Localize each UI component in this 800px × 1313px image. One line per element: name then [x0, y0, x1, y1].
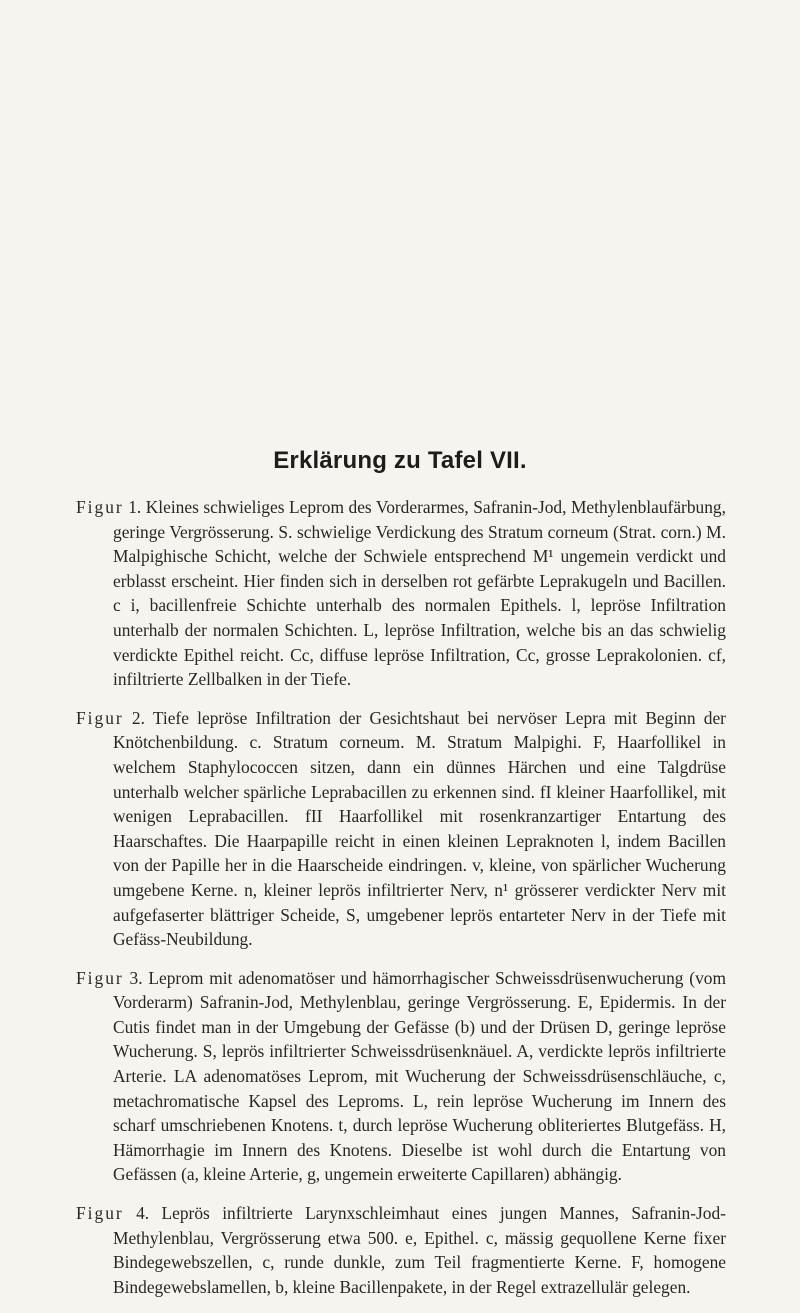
figure-description: Leprom mit adenomatöser und hämorrhagischer Schweissdrüsenwucherung (vom Vorderarm) Safranin-Jod, Methylenblau, geringe Vergrösserung. E, Epidermis. In der Cutis findet man in der Umgebung der Gefässe (b) und der Drüsen D, geringe lepröse Wucherung. S, leprös infiltrierter Schweissdrüsenknäuel. A, verdickte leprös infiltrierte Arterie. LA adenomatöses Leprom, mit Wucherung der Schweissdrüsenschläuche, c, metachromatische Kapsel des Leproms. L, rein lepröse Wucherung im Innern des scharf umschriebenen Knotens. t, durch lepröse Wucherung obliteriertes Blutgefäss. H, Hämorrhagie im Innern des Knotens. Dieselbe ist wohl durch die Entartung von Gefässen (a, kleine Arterie, g, ungemein erweiterte Capillaren) abhängig.: [113, 967, 726, 1185]
figure-label: Figur: [76, 707, 124, 728]
figure-label: Figur: [76, 497, 124, 517]
figure-description: Tiefe lepröse Infiltration der Gesichtshaut bei nervöser Lepra mit Beginn der Knötchenbildung. c. Stratum corneum. M. Stratum Malpighi. F, Haarfollikel in welchem Staphylococcen sitzen, dann ein dünnes Härchen und eine Talgdrüse unterhalb welcher spärliche Leprabacillen zu erkennen sind. fI kleiner Haarfollikel, mit wenigen Leprabacillen. fII Haarfollikel mit rosenkranzartiger Entartung des Haarschaftes. Die Haarpapille reicht in einen kleinen Lepraknoten l, indem Bacillen von der Papille her in die Haarscheide eindringen. v, kleine, von spärlicher Wucherung umgebene Kerne. n, kleiner leprös infiltrierter Nerv, n¹ grösserer verdickter Nerv mit aufgefaserter blättriger Scheide, S, umgebener leprös entarteter Nerv in der Tiefe mit Gefäss-Neubildung.: [113, 707, 726, 950]
page-title: Erklärung zu Tafel VII.: [273, 447, 527, 474]
figure-number: 3.: [129, 967, 143, 988]
figure-label: Figur: [76, 1203, 124, 1224]
figure-entry-4: [76, 1201, 726, 1299]
figure-entry-1: [76, 495, 726, 692]
figure-entry-3: [76, 966, 726, 1187]
figure-description: Leprös infiltrierte Larynxschleimhaut eines jungen Mannes, Safranin-Jod-Methylenblau, Vergrösserung etwa 500. e, Epithel. c, mässig gequollene Kerne fixer Bindegewebszellen, c, runde dunkle, zum Teil fragmentierte Kerne. F, homogene Bindegewebslamellen, b, kleine Bacillenpakete, in der Regel extrazellulär gelegen.: [113, 1203, 726, 1297]
figure-number: 4.: [136, 1203, 150, 1224]
figure-number: 2.: [131, 707, 145, 728]
figure-label: Figur: [76, 967, 124, 988]
figure-entry-2: [76, 706, 726, 952]
figure-number: 1.: [128, 497, 142, 517]
document-body: [76, 495, 726, 1313]
figure-description: Kleines schwieliges Leprom des Vorderarmes, Safranin-Jod, Methylenblaufärbung, geringe Vergrösserung. S. schwielige Verdickung des Stratum corneum (Strat. corn.) M. Malpighische Schicht, welche der Schwiele entsprechend M¹ ungemein verdickt und erblasst erscheint. Hier finden sich in derselben rot gefärbte Leprakugeln und Bacillen. c i, bacillenfreie Schichte unterhalb des normalen Epithels. l, lepröse Infiltration unterhalb der normalen Schichten. L, lepröse Infiltration, welche bis an das schwielig verdickte Epithel reicht. Cc, diffuse lepröse Infiltration, Cc, grosse Leprakolonien. cf, infiltrierte Zellbalken in der Tiefe.: [113, 497, 726, 690]
